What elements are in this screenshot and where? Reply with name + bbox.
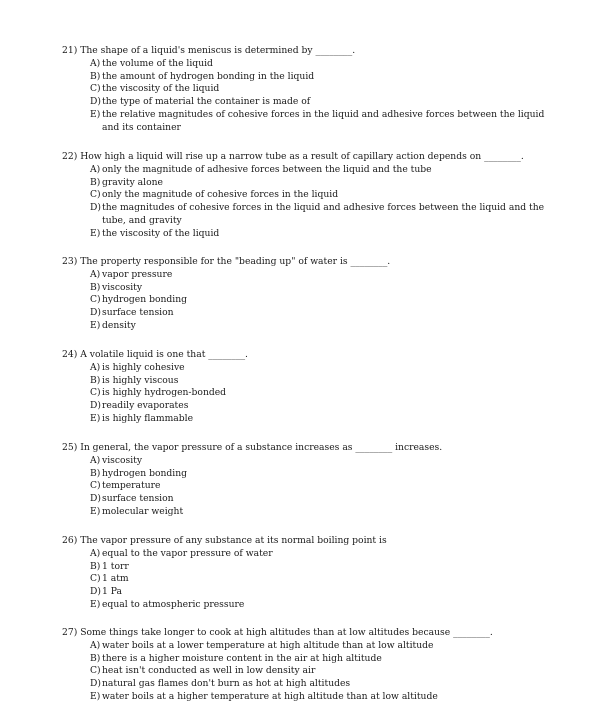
option-text: hydrogen bonding: [102, 294, 188, 306]
option-letter: E): [90, 412, 101, 424]
option-text: 1 Pa: [102, 586, 123, 598]
answer-option-d: [62, 493, 562, 506]
answer-option-a: [62, 548, 562, 561]
question-stem: 21) The shape of a liquid's meniscus is determined by ________.: [62, 45, 356, 56]
answer-option-c: [62, 573, 562, 586]
option-letter: C): [90, 573, 101, 585]
answer-option-e: [62, 228, 562, 241]
option-letter: E): [90, 108, 101, 120]
answer-option-d: [62, 307, 562, 320]
option-text: equal to atmospheric pressure: [102, 598, 245, 610]
option-letter: D): [90, 400, 101, 412]
answer-option-c: [62, 387, 562, 400]
answer-options: [62, 362, 562, 426]
option-text: the amount of hydrogen bonding in the liquid: [102, 70, 315, 82]
option-text: the type of material the container is made of: [102, 96, 311, 108]
answer-option-d: [62, 678, 562, 691]
option-text: is highly cohesive: [102, 361, 185, 373]
answer-option-a: [62, 362, 562, 375]
option-text: heat isn't conducted as well in low density air: [102, 665, 316, 677]
option-text: water boils at a higher temperature at high altitude than at low altitude: [102, 690, 438, 702]
question-24: [62, 349, 562, 426]
answer-options: [62, 269, 562, 333]
option-letter: D): [90, 307, 101, 319]
option-text: the viscosity of the liquid: [102, 227, 220, 239]
answer-option-e: [62, 691, 562, 704]
answer-options: [62, 164, 562, 241]
option-text: only the magnitude of adhesive forces between the liquid and the tube: [102, 163, 432, 175]
answer-options: [62, 548, 562, 612]
option-text: viscosity: [102, 454, 143, 466]
option-letter: B): [90, 560, 101, 572]
option-letter: A): [90, 163, 101, 175]
answer-option-e: [62, 506, 562, 519]
option-text: is highly viscous: [102, 374, 179, 386]
option-letter: D): [90, 586, 101, 598]
answer-option-b: [62, 468, 562, 481]
option-letter: B): [90, 281, 101, 293]
option-text: 1 torr: [102, 560, 129, 572]
answer-options: [62, 58, 562, 135]
option-text: surface tension: [102, 307, 174, 319]
answer-option-c: [62, 665, 562, 678]
option-letter: D): [90, 202, 101, 214]
answer-option-e: [62, 413, 562, 426]
option-letter: D): [90, 96, 101, 108]
option-text: readily evaporates: [102, 400, 189, 412]
option-letter: A): [90, 639, 101, 651]
option-text: gravity alone: [102, 176, 163, 188]
answer-option-b: [62, 653, 562, 666]
answer-option-b: [62, 282, 562, 295]
option-letter: E): [90, 598, 101, 610]
option-letter: C): [90, 83, 101, 95]
option-text: viscosity: [102, 281, 143, 293]
option-letter: D): [90, 678, 101, 690]
option-text: hydrogen bonding: [102, 467, 188, 479]
option-text: only the magnitude of cohesive forces in the liquid: [102, 189, 339, 201]
option-letter: B): [90, 374, 101, 386]
option-text: vapor pressure: [102, 268, 173, 280]
answer-option-b: [62, 561, 562, 574]
option-text: the viscosity of the liquid: [102, 83, 220, 95]
option-letter: E): [90, 319, 101, 331]
answer-option-d: [62, 202, 562, 228]
option-letter: A): [90, 268, 101, 280]
option-letter: C): [90, 294, 101, 306]
answer-option-d: [62, 96, 562, 109]
option-letter: B): [90, 70, 101, 82]
option-letter: A): [90, 361, 101, 373]
option-text: density: [102, 319, 136, 331]
option-letter: A): [90, 547, 101, 559]
answer-option-a: [62, 58, 562, 71]
answer-option-e: [62, 599, 562, 612]
option-letter: C): [90, 387, 101, 399]
answer-option-a: [62, 269, 562, 282]
question-25: [62, 442, 562, 519]
option-letter: C): [90, 665, 101, 677]
question-stem: 27) Some things take longer to cook at high altitudes than at low altitudes because ________.: [62, 627, 493, 638]
question-stem: 25) In general, the vapor pressure of a substance increases as ________ increases.: [62, 442, 443, 453]
option-letter: B): [90, 652, 101, 664]
answer-option-d: [62, 586, 562, 599]
option-text: equal to the vapor pressure of water: [102, 547, 273, 559]
option-text: surface tension: [102, 493, 174, 505]
option-letter: E): [90, 227, 101, 239]
question-23: [62, 256, 562, 333]
option-text: the volume of the liquid: [102, 57, 213, 69]
option-letter: C): [90, 189, 101, 201]
answer-option-d: [62, 400, 562, 413]
option-text: temperature: [102, 480, 161, 492]
option-text: is highly flammable: [102, 412, 194, 424]
option-text: is highly hydrogen-bonded: [102, 387, 227, 399]
answer-option-a: [62, 455, 562, 468]
option-text: 1 atm: [102, 573, 129, 585]
question-stem: 23) The property responsible for the "beading up" of water is ________.: [62, 256, 391, 267]
answer-option-e: [62, 109, 562, 135]
option-letter: B): [90, 467, 101, 479]
question-21: [62, 45, 562, 135]
answer-option-a: [62, 164, 562, 177]
answer-option-c: [62, 189, 562, 202]
option-letter: E): [90, 690, 101, 702]
answer-option-b: [62, 71, 562, 84]
option-text: there is a higher moisture content in the air at high altitude: [102, 652, 382, 664]
question-stem: 26) The vapor pressure of any substance at its normal boiling point is: [62, 535, 387, 546]
question-26: [62, 535, 562, 612]
option-letter: B): [90, 176, 101, 188]
option-letter: A): [90, 57, 101, 69]
answer-option-e: [62, 320, 562, 333]
option-text: the relative magnitudes of cohesive forces in the liquid and adhesive forces between the liquid and its container: [102, 108, 545, 133]
option-letter: A): [90, 454, 101, 466]
answer-option-c: [62, 83, 562, 96]
answer-option-a: [62, 640, 562, 653]
option-text: the magnitudes of cohesive forces in the liquid and adhesive forces between the liquid and the tube, and gravity: [102, 202, 545, 226]
answer-options: [62, 455, 562, 519]
option-letter: D): [90, 493, 101, 505]
answer-option-b: [62, 375, 562, 388]
question-27: [62, 627, 562, 704]
answer-option-b: [62, 177, 562, 190]
option-letter: E): [90, 505, 101, 517]
answer-options: [62, 640, 562, 704]
option-text: molecular weight: [102, 505, 184, 517]
question-22: [62, 151, 562, 241]
question-stem: 24) A volatile liquid is one that ________.: [62, 349, 248, 360]
option-text: water boils at a lower temperature at high altitude than at low altitude: [102, 639, 434, 651]
answer-option-c: [62, 480, 562, 493]
answer-option-c: [62, 294, 562, 307]
option-text: natural gas flames don't burn as hot at high altitudes: [102, 678, 351, 690]
option-letter: C): [90, 480, 101, 492]
question-stem: 22) How high a liquid will rise up a narrow tube as a result of capillary action depends on ________.: [62, 151, 524, 162]
